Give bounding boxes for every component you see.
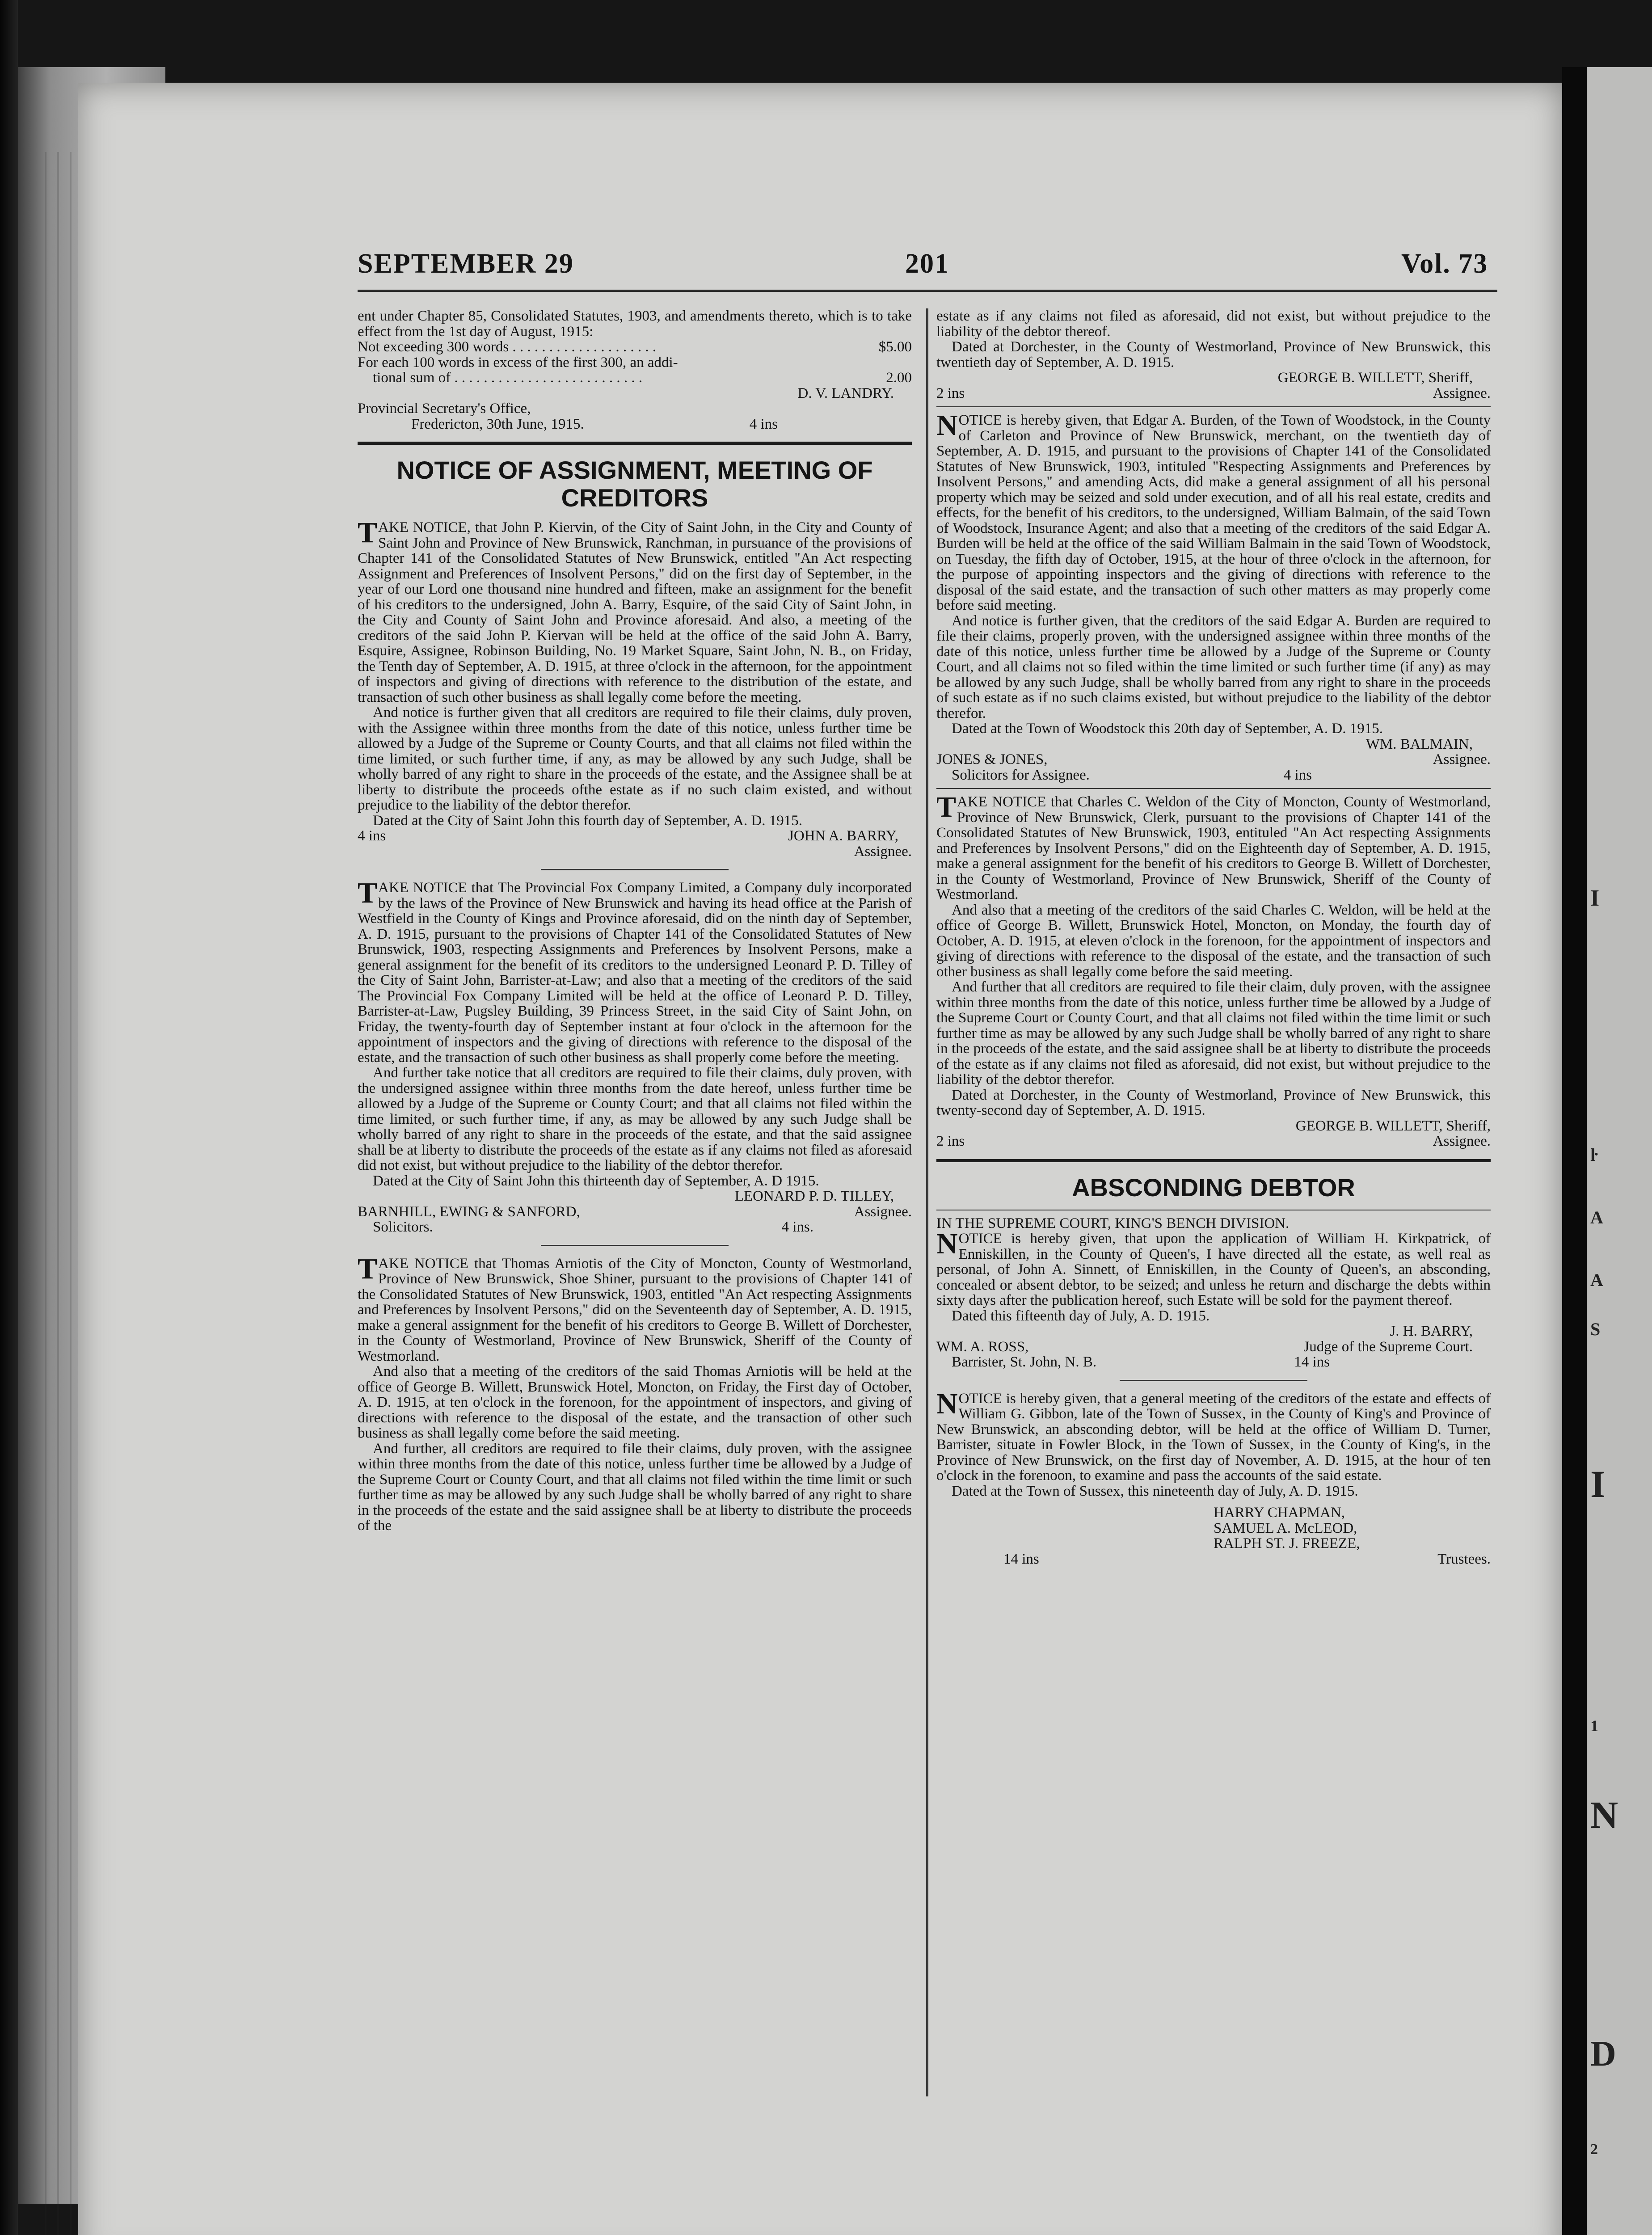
signature-row [936, 1134, 1491, 1149]
insertion-count: 2 ins [936, 1133, 965, 1149]
next-page-fragment: 1 [1590, 1717, 1598, 1735]
book-binding [0, 0, 18, 2235]
drop-cap: T [936, 791, 957, 823]
section-rule [936, 1159, 1491, 1162]
notice-provincial-fox [358, 877, 912, 1235]
notice-paragraph: And further that all creditors are required to file their claim, duly proven, with the assignee within three months from the date of this notice, unless further time be allowed by a Judge of the Supreme Court or County Court, and that all claims not filed within the time limit or such further time as may be allowed by any such Judge shall be wholly barred of any right to share in the proceeds of the estate, and the said assignee shall be at liberty to distribute the proceeds of the estate as if any claims not filed as aforesaid, did not exist, but without prejudice to the liability of the debtor therefor. [936, 979, 1491, 1088]
notice-dated: Dated at Dorchester, in the County of Westmorland, Province of New Brunswick, this twentieth day of September, A. D. 1915. [936, 339, 1491, 371]
notice-sinnett [936, 1227, 1491, 1370]
next-page-fragment: N [1590, 1793, 1618, 1836]
notice-paragraph: AKE NOTICE that Charles C. Weldon of the City of Moncton, County of Westmorland, Province of New Brunswick, Clerk, pursuant to the provisions of Chapter 141 of the Consolidated Statutes of New Brunswick, 1903, entituled "An Act respecting Assignments and Preferences by Insolvent Persons," did on the Eighteenth day of September, A. D. 1915, make a general assignment for the benefit of his creditors to George B. Willett of Dorchester, in the County of Westmorland, Province of New Brunswick, Sheriff of the County of Westmorland. [936, 794, 1491, 902]
insertion-count: 4 ins [1283, 767, 1312, 783]
tariff-amount: 2.00 [886, 370, 912, 386]
place-date: Fredericton, 30th June, 1915. [411, 416, 584, 432]
notice-gibbon [936, 1387, 1491, 1567]
column-divider [926, 308, 928, 2096]
notice-paragraph: OTICE is hereby given, that upon the application of William H. Kirkpatrick, of Enniskillen, in the County of Queen's, I have directed all the estate, as well real as personal, of John A. Sinnett, of Enniskillen, in the County of Queen's, an absconding, concealed or absent debtor, to be seized; and unless he return and discharge the debts within sixty days after the publication hereof, such Estate will be sold for the payment thereof. [936, 1231, 1491, 1308]
lawyer-address: Barrister, St. John, N. B. [952, 1354, 1097, 1370]
tariff-amount: $5.00 [878, 339, 912, 355]
notice-rule [936, 788, 1491, 789]
section-rule [358, 442, 912, 445]
solicitor-firm: BARNHILL, EWING & SANFORD, [358, 1203, 580, 1220]
place-line [358, 417, 912, 432]
signature-row [936, 1354, 1491, 1370]
lawyer-name: WM. A. ROSS, [936, 1338, 1029, 1355]
next-page-fragment: S [1590, 1319, 1601, 1339]
signature-row [936, 1552, 1491, 1567]
signature: GEORGE B. WILLETT, Sheriff, [1277, 370, 1473, 386]
gutter-shadow [1562, 67, 1587, 2235]
signature-row [936, 386, 1491, 401]
notice-kiervin [358, 516, 912, 860]
next-page-fragment: D [1590, 2034, 1616, 2074]
insertion-count: 14 ins [1003, 1551, 1039, 1567]
drop-cap: T [358, 877, 378, 909]
drop-cap: T [358, 516, 378, 549]
tariff-line-label: tional sum of . . . . . . . . . . . . . . . . . . . . . . . . . . [373, 370, 643, 386]
notice-paragraph: And also that a meeting of the creditors of the said Thomas Arniotis will be held at the office of George B. Willett, Brunswick Hotel, Moncton, on Friday, the First day of October, A. D. 1915, at ten o'clock in the forenoon, for the appointment of inspectors, and giving of directions with reference to the disposal of the estate, and the transaction of other such business as shall legally come before the said meeting. [358, 1363, 912, 1441]
header-rule [358, 290, 1497, 292]
notice-dated: Dated at the Town of Woodstock this 20th day of September, A. D. 1915. [952, 721, 1383, 737]
next-page-fragment: A [1590, 1270, 1603, 1290]
court-line: IN THE SUPREME COURT, KING'S BENCH DIVISION. [936, 1215, 1290, 1231]
notice-paragraph: And further, all creditors are required to file their claims, duly proven, with the assignee within three months from the date of this notice, unless further time be allowed by a Judge of the Supreme Court or County Court, and that all claims not filed within the time limit or such further time as may be allowed by any such Judge shall be wholly barred of any right to share in the proceeds of the estate and the said assignee shall be at liberty to distribute the proceeds of the [358, 1440, 912, 1534]
signature-row [936, 767, 1491, 783]
insertion-count: 4 ins [358, 828, 386, 844]
header-page-number: 201 [905, 249, 949, 279]
notice-paragraph: And notice is further given that all creditors are required to file their claims, duly proven, with the Assignee within three months from the date of this notice, unless further time be allowed by a Judge of the Supreme or County Courts, and that all claims not filed within the time limited, or such further time, if any, as may be allowed by any such Judge, shall be wholly barred of any right to share in the proceeds of the estate, and the Assignee shall be at liberty to distribute the proceeds ofthe estate as if no such claim existed, and without prejudice to the liability of the debtor therefor. [358, 704, 912, 813]
solicitor-role: Solicitors for Assignee. [952, 767, 1090, 783]
signature: D. V. LANDRY. [797, 385, 894, 401]
drop-cap: T [358, 1252, 378, 1285]
signature-row [358, 828, 912, 844]
notice-weldon [936, 791, 1491, 1149]
trustee-name: SAMUEL A. McLEOD, [1214, 1520, 1357, 1536]
signature-row [936, 752, 1491, 767]
notice-rule [936, 406, 1491, 407]
solicitor-firm: JONES & JONES, [936, 751, 1048, 767]
insertion-count: 14 ins [1294, 1354, 1330, 1370]
next-page-fragment: ŀ [1590, 1145, 1597, 1165]
drop-cap: N [936, 1387, 958, 1420]
next-page-fragment: 2 [1590, 2141, 1598, 2158]
notice-paragraph: AKE NOTICE that The Provincial Fox Company Limited, a Company duly incorporated by the laws of the Province of New Brunswick and having its head office at the Parish of Westfield in the County of Kings and Province aforesaid, did on the ninth day of September, A. D. 1915, pursuant to the provisions of Chapter 141 of the Consolidated Statutes of New Brunswick, 1903, respecting Assignments and Preferences by Insolvent Persons, make a general assignment for the benefit of its creditors to the undersigned Leonard P. D. Tilley of the City of Saint John, Barrister-at-Law; and also that a meeting of the creditors of the said The Provincial Fox Company Limited will be held at the office of Leonard P. D. Tilley, Barrister-at-Law, Pugsley Building, 39 Princess Street, in the said City of Saint John, on Friday, the twenty-fourth day of September instant at four o'clock in the afternoon for the appointment of inspectors and the giving of directions with reference to the disposal of the estate, and the transaction of such other business as shall properly come before the meeting. [358, 880, 912, 1066]
notice-dated: Dated at the City of Saint John this fourth day of September, A. D. 1915. [373, 812, 803, 829]
notice-paragraph: AKE NOTICE that Thomas Arniotis of the City of Moncton, County of Westmorland, Province of New Brunswick, Shoe Shiner, pursuant to the provisions of Chapter 141 of the Consolidated Statutes of New Brunswick, 1903, entitled "An Act respecting Assignments and Preferences by Insolvent Persons," did on the Seventeenth day of September, A. D. 1915, make a general assignment for the benefit of his creditors to George B. Willett of Dorchester, in the County of Westmorland, Province of New Brunswick, Sheriff of the County of Westmorland. [358, 1255, 912, 1364]
next-page-fragment: I [1590, 886, 1600, 911]
notice-burden [936, 409, 1491, 783]
left-column [358, 308, 912, 1534]
signature-row [358, 1204, 912, 1220]
notice-dated: Dated at Dorchester, in the County of Westmorland, Province of New Brunswick, this twenty-second day of September, A. D. 1915. [936, 1087, 1491, 1118]
signature-row [358, 1219, 912, 1235]
tariff-line [358, 339, 912, 355]
signer-role: Assignee. [1433, 1133, 1491, 1149]
notice-separator [1120, 1380, 1307, 1381]
notice-dated: Dated at the Town of Sussex, this nineteenth day of July, A. D. 1915. [952, 1483, 1358, 1499]
signature: GEORGE B. WILLETT, Sheriff, [1295, 1118, 1491, 1134]
signer-role: Assignee. [854, 1203, 912, 1220]
signer-role: Assignee. [1433, 751, 1491, 767]
trustee-name: RALPH ST. J. FREEZE, [1214, 1535, 1360, 1552]
judge-title: Judge of the Supreme Court. [1303, 1338, 1473, 1355]
insertion-count: 2 ins [936, 385, 965, 401]
signer-role: Assignee. [854, 843, 912, 860]
header-volume: Vol. 73 [1401, 249, 1488, 279]
notice-dated: Dated this fifteenth day of July, A. D. 1915. [952, 1307, 1210, 1324]
tariff-line [358, 370, 912, 386]
signature: JOHN A. BARRY, [788, 828, 898, 844]
signer-role: Trustees. [1437, 1551, 1491, 1567]
tariff-line-label: Not exceeding 300 words . . . . . . . . . . . . . . . . . . . . [358, 339, 657, 355]
drop-cap: N [936, 409, 958, 442]
right-column [936, 308, 1491, 1567]
insertion-count: 4 ins. [781, 1219, 813, 1235]
next-page-fragment: A [1590, 1207, 1603, 1227]
header-date: SEPTEMBER 29 [358, 249, 574, 279]
adjacent-page-strip [1587, 67, 1652, 2235]
notice-separator [541, 869, 729, 870]
notice-arniotis [358, 1252, 912, 1534]
notice-paragraph: AKE NOTICE, that John P. Kiervin, of the City of Saint John, in the City and County of Saint John and Province of New Brunswick, Ranchman, in pursuance of the provisions of Chapter 141 of the Consolidated Statutes of New Brunswick, entitled "An Act respecting Assignment and Preferences of Insolvent Persons," did on the first day of September, in the year of our Lord one thousand nine hundred and fifteen, make an assignment for the benefit of his creditors to the undersigned, John A. Barry, Esquire, of the said City of Saint John, in the City and County of Saint John and Province aforesaid. And also, a meeting of the creditors of the said John P. Kiervan will be held at the office of the said John A. Barry, Esquire, Assignee, Robinson Building, No. 19 Market Square, Saint John, N. B., on Friday, the Tenth day of September, A. D. 1915, at three o'clock in the afternoon, for the appointment of inspectors and giving of directions with reference to the distribution of the estate, and transaction of such other business as shall legally come before the meeting. [358, 519, 912, 705]
insertion-count: 4 ins [749, 416, 778, 432]
drop-cap: N [936, 1227, 958, 1260]
notice-paragraph: OTICE is hereby given, that Edgar A. Burden, of the Town of Woodstock, in the County of Carleton and Province of New Brunswick, merchant, on the twentieth day of September, A. D. 1915, and pursuant to the provisions of Chapter 141 of the Consolidated Statutes of New Brunswick, 1903, intituled "Respecting Assignments and Preferences by Insolvent Persons," and amending Acts, did make a general assignment of all his personal property which may be seized and sold under execution, and of all his real estate, credits and effects, for the benefit of his creditors, to the undersigned, William Balmain, of the said Town of Woodstock, Insurance Agent; and also that a meeting of the creditors of the said Edgar A. Burden will be held at the office of the said William Balmain in the said Town of Woodstock, on Tuesday, the fifth day of October, 1915, at the hour of three o'clock in the afternoon, for the purpose of appointing inspectors and the giving of directions with reference to the disposal of the said estate, and the transaction of such other matters as may properly come before said meeting. [936, 412, 1491, 613]
signature-row [936, 1339, 1491, 1355]
section-title: NOTICE OF ASSIGNMENT, MEETING OF CREDITORS [396, 456, 873, 512]
office-line: Provincial Secretary's Office, [358, 401, 531, 417]
next-page-fragment: I [1590, 1463, 1606, 1505]
notice-paragraph: And also that a meeting of the creditors of the said Charles C. Weldon, will be held at the office of George B. Willett, Brunswick Hotel, Moncton, on Monday, the fourth day of October, A. D. 1915, at eleven o'clock in the forenoon, for the appointment of inspectors and giving of directions with reference to the disposal of the estate, and the transaction of such other business as shall legally come before the said meeting. [936, 902, 1491, 980]
section-title: ABSCONDING DEBTOR [1072, 1173, 1355, 1202]
tariff-line-label: For each 100 words in excess of the first 300, an addi- [358, 354, 678, 371]
notice-paragraph: And notice is further given, that the creditors of the said Edgar A. Burden are required to file their claims, properly proven, with the undersigned assignee within three months of the date of this notice, unless further time be allowed by a Judge of the Supreme or County Court, and all claims not so filed within the time limited or such further time (if any) as may be allowed by any such Judge, shall be wholly barred from any right to share in the proceeds of such estate as if no such claims existed, but without prejudice to the liability of the debtor therefor. [936, 612, 1491, 721]
signature: J. H. BARRY, [1390, 1323, 1473, 1339]
solicitor-role: Solicitors. [373, 1219, 433, 1235]
trustee-name: HARRY CHAPMAN, [1214, 1505, 1345, 1521]
notice-paragraph: OTICE is hereby given, that a general meeting of the creditors of the estate and effects of William G. Gibbon, late of the Town of Sussex, in the County of King's and Province of New Brunswick, an absconding debtor, will be held at the office of William D. Turner, Barrister, situate in Fowler Block, in the Town of Sussex, in the County of King's, in the Province of New Brunswick, on the first day of November, A. D. 1915, at the hour of ten o'clock in the forenoon, to examine and pass the accounts of the said estate. [936, 1390, 1491, 1484]
notice-dated: Dated at the City of Saint John this thirteenth day of September, A. D 1915. [373, 1172, 819, 1189]
notice-paragraph: estate as if any claims not filed as aforesaid, did not exist, but without prejudice to the liability of the debtor thereof. [936, 308, 1491, 340]
notice-separator [541, 1245, 729, 1246]
notice-paragraph: And further take notice that all creditors are required to file their claims, duly proven, with the undersigned assignee within three months from the date hereof, unless further time be allowed by a Judge of the Supreme or County Court; and that all claims not filed within the time limited, or such further time, if any, as may be allowed by any such Judge shall be wholly barred of any right to share in the proceeds of the estate, and that the said assignee shall be at liberty to distribute the proceeds of the estate as if any claims not filed as aforesaid did not exist, but without prejudice to the liability of the debtor therefor. [358, 1065, 912, 1173]
tariff-intro: ent under Chapter 85, Consolidated Statutes, 1903, and amendments thereto, which is to take effect from the 1st day of August, 1915: [358, 308, 912, 340]
signature: WM. BALMAIN, [1365, 736, 1473, 752]
signature: LEONARD P. D. TILLEY, [734, 1188, 894, 1204]
signer-role: Assignee. [1433, 385, 1491, 401]
